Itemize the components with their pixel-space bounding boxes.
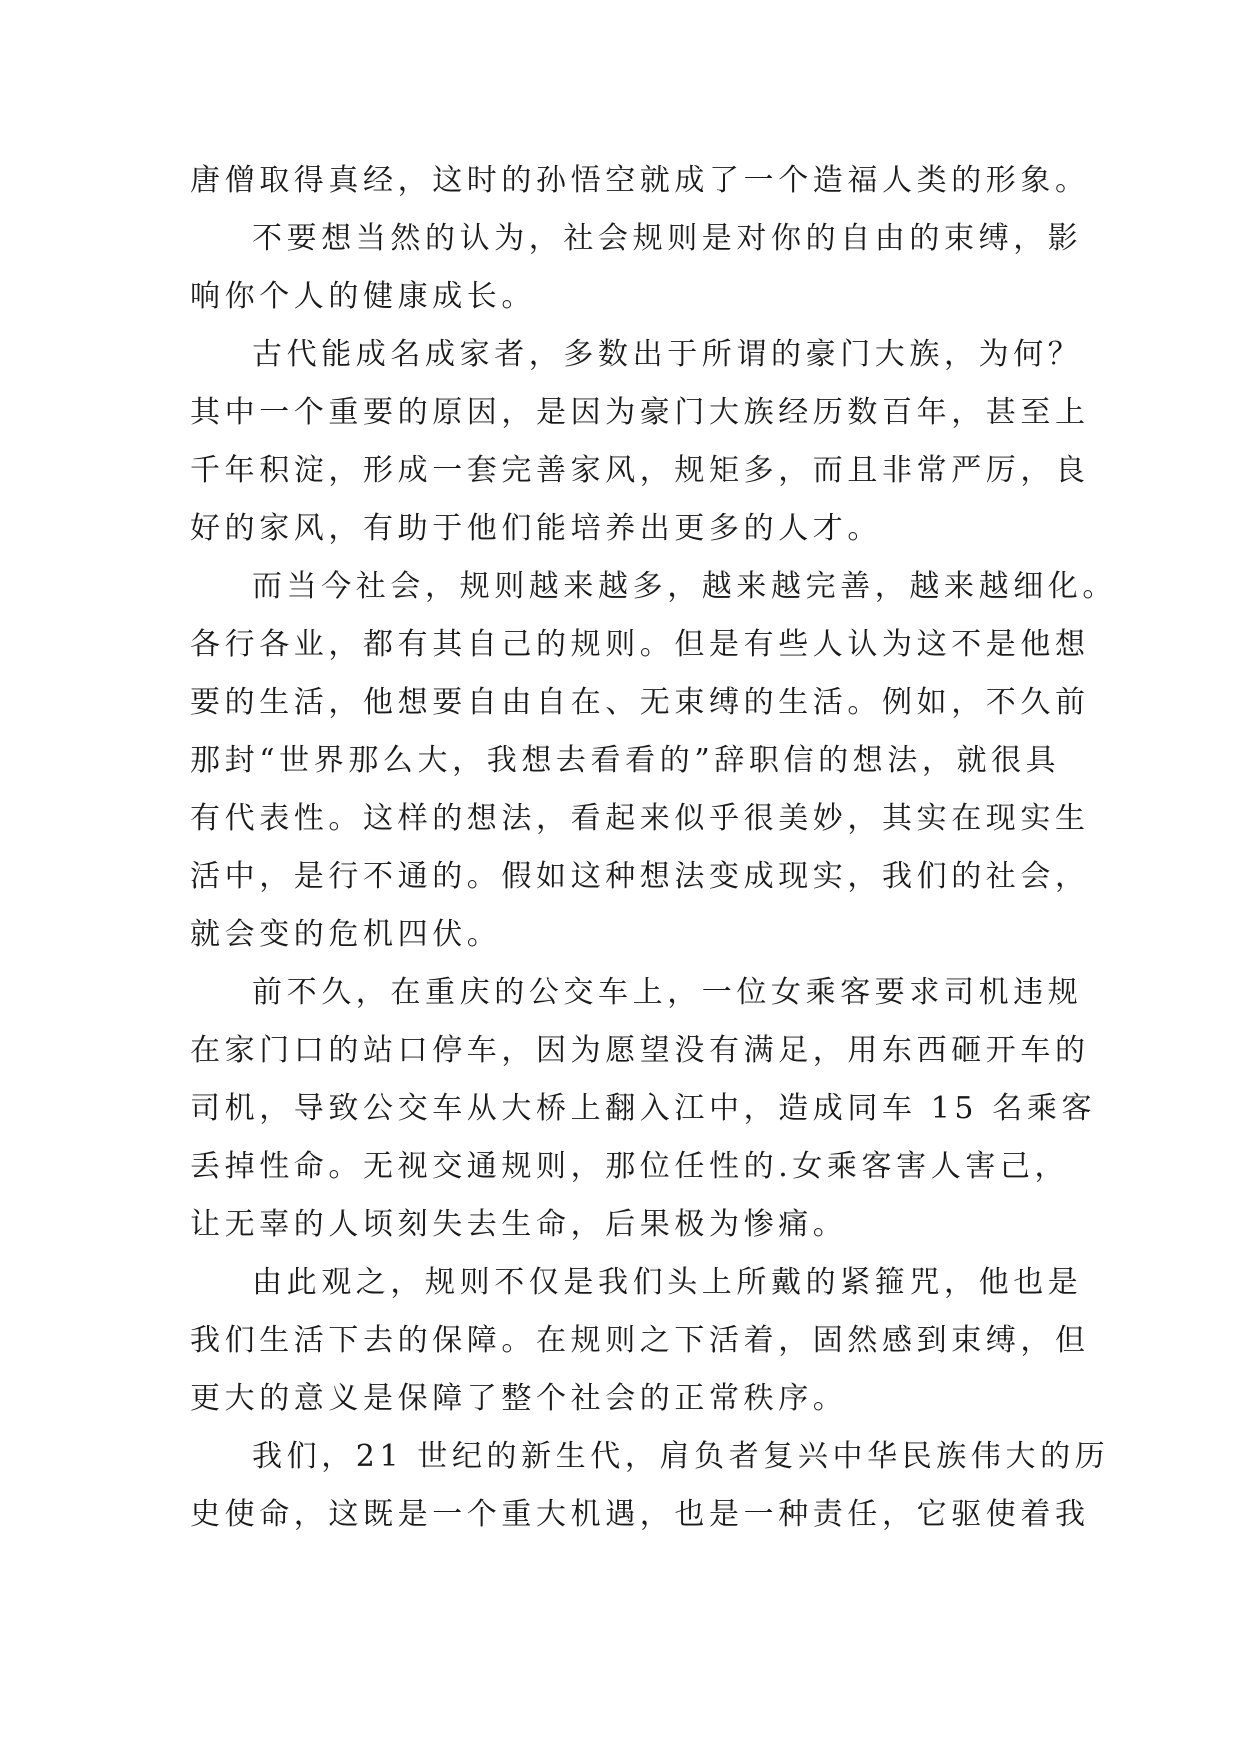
text-line: 就会变的危机四伏。 [190, 917, 502, 952]
text-line: 唐僧取得真经，这时的孙悟空就成了一个造福人类的形象。 [190, 163, 1090, 198]
text-line: 响你个人的健康成长。 [190, 279, 536, 314]
text-line: 要的生活，他想要自由自在、无束缚的生活。例如，不久前 [190, 685, 1090, 720]
paragraph [190, 152, 1090, 210]
paragraph [190, 1254, 1090, 1428]
text-line: 我们生活下去的保障。在规则之下活着，固然感到束缚，但 [190, 1323, 1090, 1358]
paragraph [190, 964, 1097, 1254]
text-line: 我们，21 世纪的新生代，肩负者复兴中华民族伟大的历 [252, 1439, 1110, 1474]
text-line: 古代能成名成家者，多数出于所谓的豪门大族，为何？ [252, 337, 1083, 372]
text-line: 活中，是行不通的。假如这种想法变成现实，我们的社会， [190, 859, 1090, 894]
paragraph [190, 558, 1117, 964]
paragraph [190, 326, 1090, 558]
text-line: 让无辜的人顷刻失去生命，后果极为惨痛。 [190, 1207, 848, 1242]
text-line: 其中一个重要的原因，是因为豪门大族经历数百年，甚至上 [190, 395, 1090, 430]
text-line: 在家门口的站口停车，因为愿望没有满足，用东西砸开车的 [190, 1033, 1090, 1068]
text-line: 丢掉性命。无视交通规则，那位任性的.女乘客害人害己， [190, 1149, 1070, 1184]
text-line: 各行各业，都有其自己的规则。但是有些人认为这不是他想 [190, 627, 1090, 662]
text-line: 司机，导致公交车从大桥上翻入江中，造成同车 15 名乘客 [190, 1091, 1097, 1126]
text-line: 那封“世界那么大，我想去看看的”辞职信的想法，就很具 [190, 743, 1061, 778]
text-line: 前不久，在重庆的公交车上，一位女乘客要求司机违规 [252, 975, 1083, 1010]
text-line: 而当今社会，规则越来越多，越来越完善，越来越细化。 [252, 569, 1117, 604]
text-line: 千年积淀，形成一套完善家风，规矩多，而且非常严厉，良 [190, 453, 1090, 488]
text-line: 史使命，这既是一个重大机遇，也是一种责任，它驱使着我 [190, 1497, 1090, 1532]
text-line: 更大的意义是保障了整个社会的正常秩序。 [190, 1381, 848, 1416]
text-line: 不要想当然的认为，社会规则是对你的自由的束缚，影 [252, 221, 1083, 256]
text-line: 有代表性。这样的想法，看起来似乎很美妙，其实在现实生 [190, 801, 1090, 836]
text-line: 由此观之，规则不仅是我们头上所戴的紧箍咒，他也是 [252, 1265, 1083, 1300]
document-body [190, 152, 1117, 1544]
paragraph [190, 210, 1083, 326]
paragraph [190, 1428, 1110, 1544]
text-line: 好的家风，有助于他们能培养出更多的人才。 [190, 511, 882, 546]
